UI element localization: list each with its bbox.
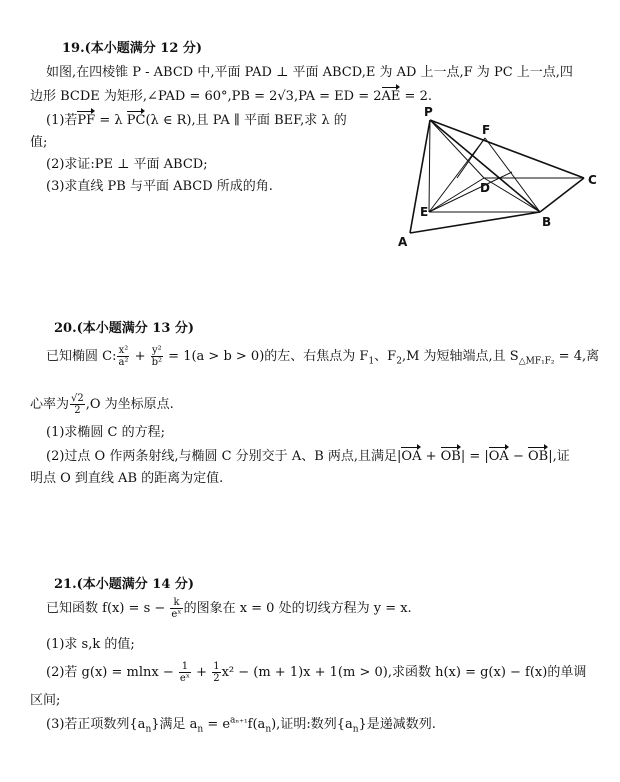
- q19-line2: 边形 BCDE 为矩形,∠PAD = 60°,PB = 2√3,PA = ED = 2AE = 2.: [30, 89, 432, 104]
- q21-part2: (2)若 g(x) = mlnx − $\frac{1}{\text{eˣ}}$ + $\frac{1}{2}$ x² − (m + 1)x + 1(m > 0),求函数 h(x) = g(x) − f(x)的单调: [46, 661, 587, 684]
- q19-part3: (3)求直线 PB 与平面 ABCD 所成的角.: [46, 179, 273, 194]
- label-B: B: [542, 215, 552, 229]
- q21-title: 21.(本小题满分 14 分): [54, 577, 195, 592]
- q19-part1-cont: 值;: [30, 135, 48, 150]
- label-D: D: [480, 181, 490, 195]
- pyramid-figure: [392, 100, 612, 255]
- label-F: F: [482, 123, 491, 137]
- q20-part1: (1)求椭圆 C 的方程;: [46, 425, 166, 440]
- q20-title: 20.(本小题满分 13 分): [54, 321, 195, 336]
- q19-part2: (2)求证:PE ⊥ 平面 ABCD;: [46, 157, 208, 172]
- q20-part2-cont: 明点 O 到直线 AB 的距离为定值.: [30, 471, 224, 486]
- label-A: A: [398, 235, 408, 249]
- q21-line1: 已知函数 f(x) = s − $\frac{k}{\text{eˣ}}$ 的图象在 x = 0 处的切线方程为 y = x.: [46, 597, 412, 620]
- q19-part1: (1)若PF = λ PC(λ ∈ R),且 PA ∥ 平面 BEF,求 λ 的: [46, 113, 347, 128]
- label-P: P: [424, 105, 433, 119]
- q21-part2-cont: 区间;: [30, 693, 61, 708]
- q19-line1: 如图,在四棱锥 P - ABCD 中,平面 PAD ⊥ 平面 ABCD,E 为 AD 上一点,F 为 PC 上一点,四: [46, 65, 573, 80]
- q21-part1: (1)求 s,k 的值;: [46, 637, 135, 652]
- q20-line1: 已知椭圆 C: $\frac{\text{x²}}{\text{a²}}$ + $\frac{\text{y²}}{\text{b²}}$ = 1(a > b > 0)的左、右焦点为 $F_1$、$F_2,M$ 为短轴端点,且 $S_{\triangle MF_1F_2} = 4$,离: [46, 345, 600, 368]
- label-C: C: [588, 173, 597, 187]
- label-E: E: [420, 205, 429, 219]
- q21-part3: (3)若正项数列$\{a_n\}$满足 $a_n = e^{a_{n+1}}f(a_n)$,证明:数列$\{a_n\}$是递减数列.: [46, 715, 436, 735]
- q20-line2: 心率为 $\frac{√2}{2}$ ,O 为坐标原点.: [30, 393, 174, 416]
- q20-part2: (2)过点 O 作两条射线,与椭圆 C 分别交于 A、B 两点,且满足|OA + OB| = |OA − OB|,证: [46, 449, 570, 464]
- q19-title: 19.(本小题满分 12 分): [62, 41, 203, 56]
